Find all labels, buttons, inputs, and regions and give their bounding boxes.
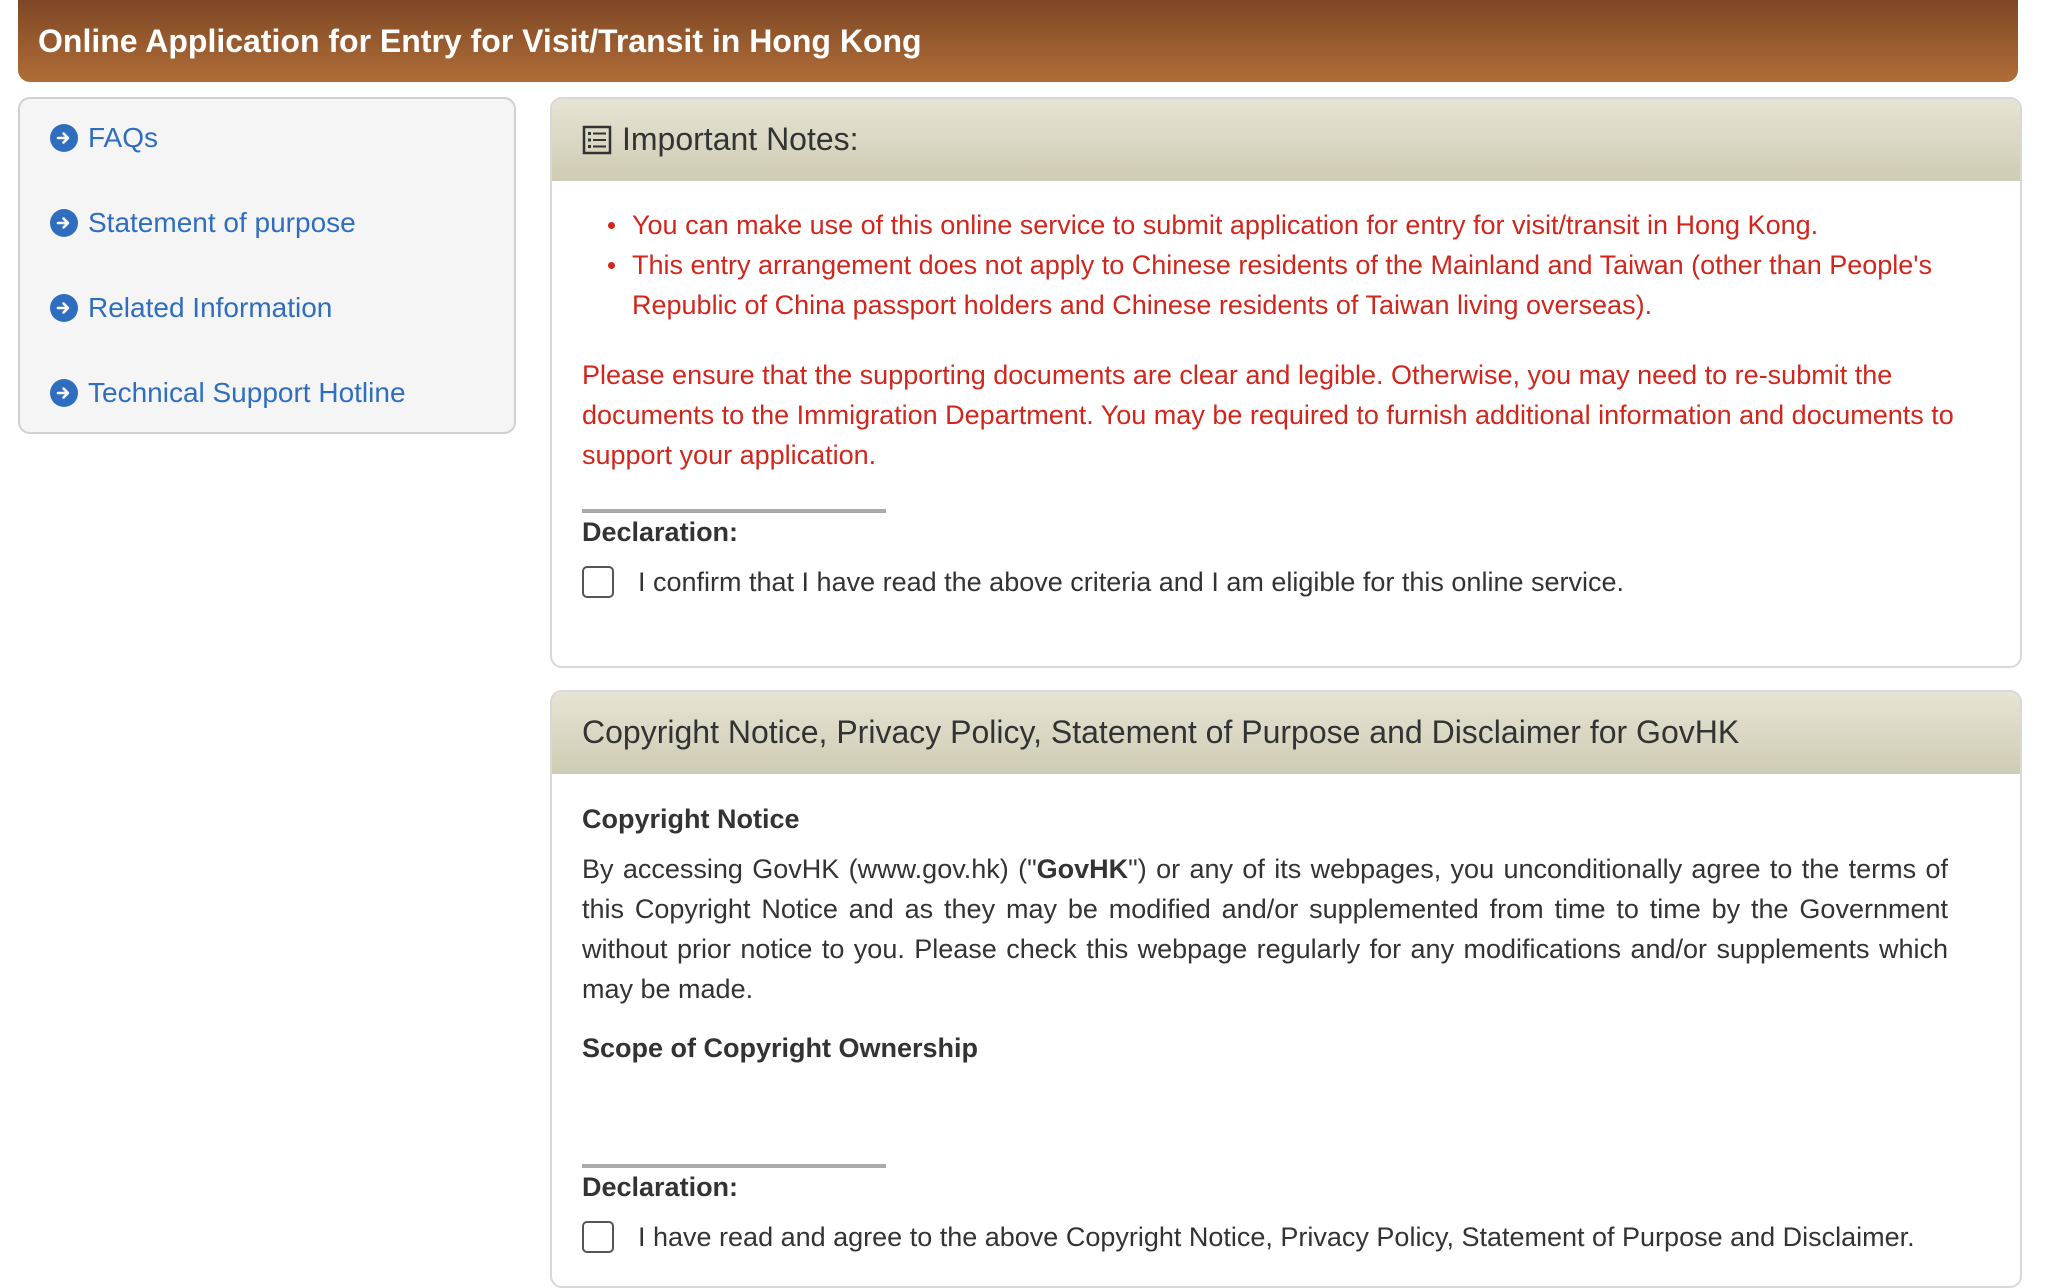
copyright-panel <box>550 690 2022 1288</box>
copyright-header <box>552 692 2020 774</box>
copyright-notice-paragraph <box>582 849 1948 1009</box>
sidebar-item-faqs[interactable] <box>50 115 514 160</box>
declaration-title: Declaration: <box>582 1172 739 1202</box>
important-notes-panel <box>550 97 2022 668</box>
notes-body <box>552 181 2020 598</box>
divider <box>582 509 886 513</box>
list-item: You can make use of this online service to submit application for entry for visit/transit in Hong Kong. <box>608 205 1990 245</box>
copyright-declaration-block <box>582 1164 1990 1253</box>
copyright-notice-heading: Copyright Notice <box>582 804 800 834</box>
arrow-right-circle-icon <box>50 124 78 152</box>
sidebar-item-label: Technical Support Hotline <box>88 376 406 408</box>
panel-title: Copyright Notice, Privacy Policy, Statement of Purpose and Disclaimer for GovHK <box>582 714 1740 750</box>
paragraph-text: By accessing GovHK (www.gov.hk) (" <box>582 854 1037 884</box>
copyright-agree-checkbox[interactable] <box>582 1221 614 1253</box>
notes-list <box>582 205 1990 325</box>
list-icon <box>582 125 612 155</box>
eligibility-checkbox[interactable] <box>582 566 614 598</box>
sidebar-list <box>50 115 514 415</box>
sidebar-item-related-information[interactable] <box>50 285 514 330</box>
sidebar-item-technical-support-hotline[interactable] <box>50 370 514 415</box>
panel-title: Important Notes: <box>622 121 859 157</box>
eligibility-declaration-text: I confirm that I have read the above criteria and I am eligible for this online service. <box>638 566 1625 597</box>
copyright-body <box>552 774 2020 1253</box>
arrow-right-circle-icon <box>50 379 78 407</box>
sidebar-item-label: Related Information <box>88 291 333 323</box>
copyright-declaration-text: I have read and agree to the above Copyright Notice, Privacy Policy, Statement of Purpose and Disclaimer. <box>638 1221 1915 1252</box>
copyright-declaration[interactable] <box>582 1221 1990 1253</box>
app-title: Online Application for Entry for Visit/Transit in Hong Kong <box>38 22 922 59</box>
sidebar-item-statement-of-purpose[interactable] <box>50 200 514 245</box>
app-header <box>18 0 2018 82</box>
important-notes-header <box>552 99 2020 181</box>
declaration-title: Declaration: <box>582 517 739 547</box>
copyright-scroll-area[interactable] <box>582 804 1990 1134</box>
sidebar-item-label: FAQs <box>88 121 159 153</box>
scope-heading: Scope of Copyright Ownership <box>582 1033 979 1063</box>
divider <box>582 1164 886 1168</box>
govhk-bold-term: GovHK <box>1036 854 1129 884</box>
arrow-right-circle-icon <box>50 294 78 322</box>
supporting-documents-warning: Please ensure that the supporting documents are clear and legible. Otherwise, you may need to re-submit the documents to the Immigration Department. You may be required to furnish additional information and documents to support your application. <box>582 360 1954 470</box>
paragraph-text: ") or any of its webpages, you unconditionally agree to the terms of this Copyright Notice and as they may be modified and/or supplemented from time to time by the Government without prior notice to you. Please check this webpage regularly for any modifications and/or supplements which may be made. <box>582 854 1949 1004</box>
list-item: This entry arrangement does not apply to Chinese residents of the Mainland and Taiwan (other than People's Republic of China passport holders and Chinese residents of Taiwan living overseas). <box>608 245 1990 325</box>
eligibility-declaration[interactable] <box>582 566 1990 598</box>
arrow-right-circle-icon <box>50 209 78 237</box>
sidebar-item-label: Statement of purpose <box>88 206 356 238</box>
sidebar <box>18 97 516 434</box>
